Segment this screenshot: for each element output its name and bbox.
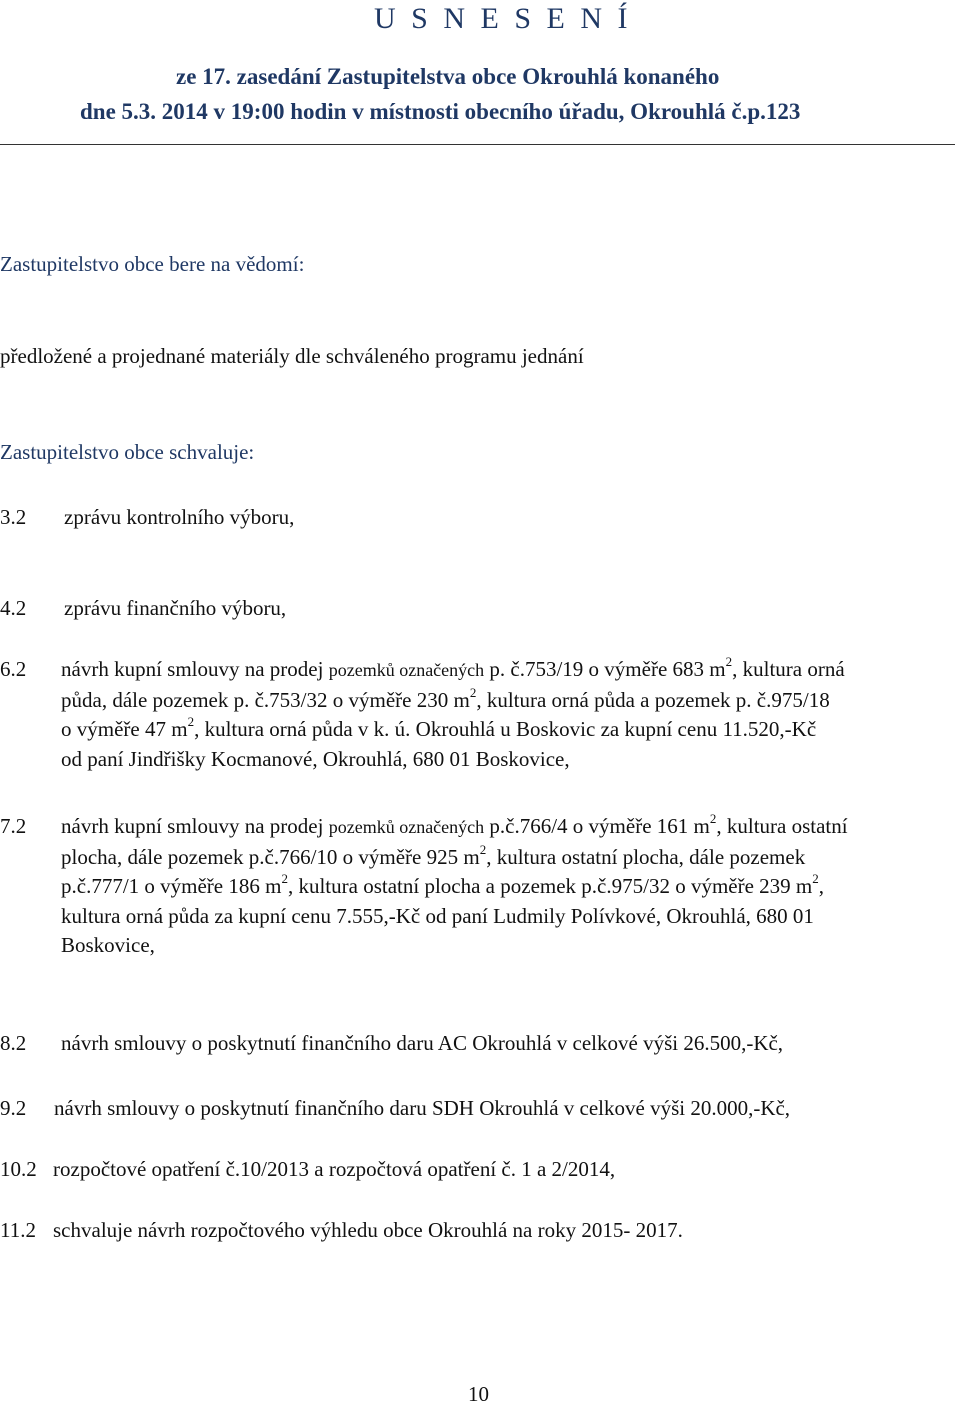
item-text: návrh kupní smlouvy na prodej pozemků označených p.č.766/4 o výměře 161 $m^2$, kultura ostatní plocha, dále pozemek p.č.766/10 o výměře 925 $m^2$, kultura ostatní plocha, dále pozemek p.č.777/1 o výměře 186 $m^2$, kultura ostatní plocha a pozemek p.č.975/32 o výměře 239 $m^2$, kultura orná půda za kupní cenu 7.555,-Kč od paní Ludmily Polívkové, Okrouhlá, 680 01 Boskovice, [61,811,848,957]
approves-heading: Zastupitelstvo obce schvaluje: [0,440,255,464]
item-text: rozpočtové opatření č.10/2013 a rozpočtová opatření č. 1 a 2/2014, [53,1157,616,1181]
noted-heading: Zastupitelstvo obce bere na vědomí: [0,252,305,276]
item-number: 8.2 [0,1031,27,1055]
item-text: návrh smlouvy o poskytnutí finančního daru AC Okrouhlá v celkové výši 26.500,-Kč, [61,1031,784,1055]
item-number: 3.2 [0,505,27,529]
item-number: 4.2 [0,596,27,620]
item-number: 9.2 [0,1096,27,1120]
document-title: U S N E S E N Í [374,2,632,35]
header-divider [0,144,955,145]
noted-text: předložené a projednané materiály dle schváleného programu jednání [0,344,584,368]
item-number: 6.2 [0,657,27,681]
item-text: zprávu kontrolního výboru, [64,505,295,529]
page-number: 10 [468,1382,489,1406]
item-number: 11.2 [0,1218,36,1242]
meeting-subtitle-line2: dne 5.3. 2014 v 19:00 hodin v místnosti obecního úřadu, Okrouhlá č.p.123 [80,99,801,124]
item-text: schvaluje návrh rozpočtového výhledu obce Okrouhlá na roky 2015- 2017. [53,1218,683,1242]
item-number: 7.2 [0,814,27,838]
item-text: zprávu finančního výboru, [64,596,287,620]
item-number: 10.2 [0,1157,37,1181]
meeting-subtitle-line1: ze 17. zasedání Zastupitelstva obce Okrouhlá konaného [176,64,720,89]
item-text: návrh kupní smlouvy na prodej pozemků označených p. č.753/19 o výměře 683 $m^2$, kultura orná půda, dále pozemek p. č.753/32 o výměře 230 $m^2$, kultura orná půda a pozemek p. č.975/18 o výměře 47 $m^2$, kultura orná půda v k. ú. Okrouhlá u Boskovic za kupní cenu 11.520,-Kč od paní Jindřišky Kocmanové, Okrouhlá, 680 01 Boskovice, [61,654,845,771]
item-text: návrh smlouvy o poskytnutí finančního daru SDH Okrouhlá v celkové výši 20.000,-Kč, [54,1096,791,1120]
